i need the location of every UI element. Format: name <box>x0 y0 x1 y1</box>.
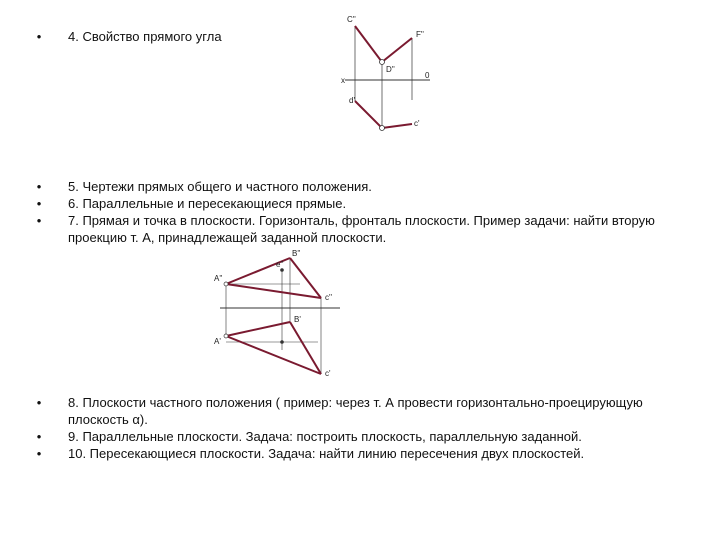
edge-b2-c2 <box>290 258 321 298</box>
label-c2: C'' <box>347 15 356 24</box>
plane-point-figure <box>214 249 340 378</box>
label-d1: d' <box>349 96 355 105</box>
segment-d2-f2 <box>382 38 412 62</box>
label-d2: D'' <box>386 65 395 74</box>
point-a1 <box>224 334 228 338</box>
edge-a1-b1 <box>226 322 290 336</box>
segment-d1-e1 <box>382 124 412 128</box>
point-d2 <box>380 60 385 65</box>
label-b1: B' <box>294 315 301 324</box>
label-a1: A' <box>214 337 221 346</box>
label-o: 0 <box>425 71 430 80</box>
right-angle-figure <box>341 15 430 131</box>
point-d1 <box>380 126 385 131</box>
item-text: 5. Чертежи прямых общего и частного положения. <box>68 179 372 194</box>
label-c1: c' <box>325 369 331 378</box>
item-text: 9. Параллельные плоскости. Задача: построить плоскость, параллельную заданной. <box>68 429 582 444</box>
label-c1: c' <box>414 119 420 128</box>
item-text: 6. Параллельные и пересекающиеся прямые. <box>68 196 347 211</box>
bullet: • <box>36 429 42 444</box>
segment-c2-d2 <box>355 26 382 62</box>
label-e2: e'' <box>276 260 284 269</box>
edge-a2-c2 <box>226 284 321 298</box>
segment-c1-d1 <box>355 101 382 128</box>
label-b2: B'' <box>292 249 301 258</box>
label-x: x <box>341 76 345 85</box>
bullet: • <box>36 29 42 44</box>
point-e1 <box>280 340 284 344</box>
label-a2: A'' <box>214 274 223 283</box>
bullet: • <box>36 196 42 211</box>
label-c2: c'' <box>325 293 333 302</box>
item-text: 8. Плоскости частного положения ( пример: через т. А провести горизонтально-проецирующую плоскость α). <box>68 395 643 427</box>
item-text: 7. Прямая и точка в плоскости. Горизонталь, фронталь плоскости. Пример задачи: найти вторую проекцию т. А, принадлежащей заданной плоскости. <box>68 213 655 245</box>
bullet: • <box>36 446 42 461</box>
point-a2 <box>224 282 228 286</box>
item-text: 10. Пересекающиеся плоскости. Задача: найти линию пересечения двух плоскостей. <box>68 446 585 461</box>
item-text: 4. Свойство прямого угла <box>68 29 222 44</box>
bullet: • <box>36 179 42 194</box>
label-f2: F'' <box>416 30 424 39</box>
bullet: • <box>36 395 42 410</box>
bullet: • <box>36 213 42 228</box>
edge-b1-c1 <box>290 322 321 374</box>
